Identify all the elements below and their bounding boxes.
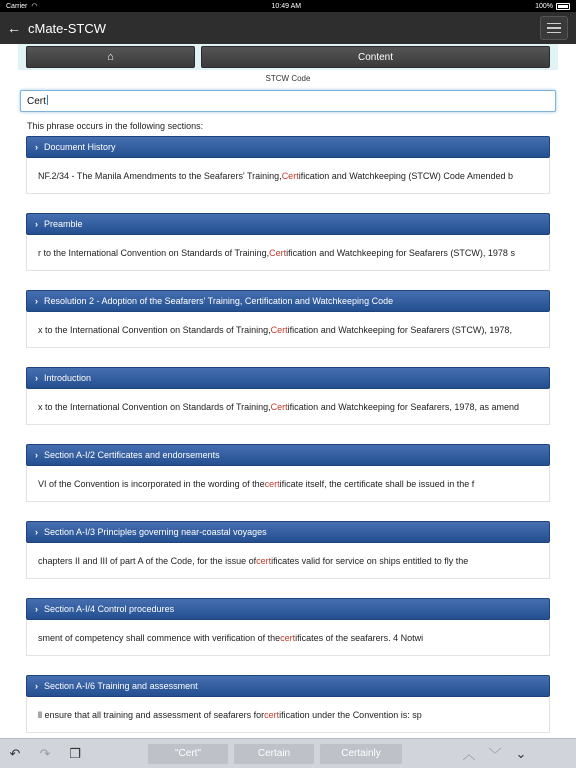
chevron-right-icon: › bbox=[35, 604, 38, 614]
result-item bbox=[26, 367, 550, 444]
content-button[interactable]: Content bbox=[201, 46, 550, 68]
result-item bbox=[26, 598, 550, 675]
document-title: STCW Code bbox=[265, 74, 311, 83]
result-header[interactable] bbox=[26, 675, 550, 697]
result-title: Introduction bbox=[44, 373, 92, 383]
snippet-highlight: Cert bbox=[270, 401, 288, 412]
menu-line bbox=[547, 32, 561, 34]
wifi-icon: ◠ bbox=[31, 3, 38, 10]
redo-icon[interactable]: ↷ bbox=[39, 745, 51, 761]
battery-icon bbox=[556, 3, 570, 10]
chevron-up-icon[interactable]: ︿ bbox=[462, 747, 476, 762]
back-arrow-icon[interactable]: ← bbox=[7, 20, 21, 36]
snippet-text: sment of competency shall commence with verification of the bbox=[38, 632, 281, 643]
result-title: Section A-I/3 Principles governing near-coastal voyages bbox=[44, 527, 267, 537]
phrase-occurs-label: This phrase occurs in the following sections: bbox=[27, 121, 204, 131]
result-title: Resolution 2 - Adoption of the Seafarers' Training, Certification and Watchkeeping Code bbox=[44, 296, 394, 306]
chevron-right-icon: › bbox=[35, 142, 38, 152]
snippet-text: x to the International Convention on Standards of Training, bbox=[38, 401, 271, 412]
snippet-text: NF.2/34 - The Manila Amendments to the Seafarers' Training, bbox=[38, 170, 282, 181]
snippet-highlight: Cert bbox=[269, 247, 287, 258]
hamburger-menu-button[interactable] bbox=[540, 16, 568, 40]
result-title: Document History bbox=[44, 142, 116, 152]
result-title: Section A-I/4 Control procedures bbox=[44, 604, 175, 614]
keyboard-dismiss-icon[interactable]: ⌄ bbox=[515, 745, 527, 761]
snippet-text: ificates valid for service on ships entitled to fly the bbox=[271, 555, 469, 566]
result-snippet[interactable] bbox=[26, 158, 550, 194]
result-title: Section A-I/2 Certificates and endorsements bbox=[44, 450, 220, 460]
result-snippet[interactable] bbox=[26, 312, 550, 348]
suggestion-quoted[interactable]: "Cert" bbox=[148, 744, 228, 764]
search-value: Cert bbox=[27, 96, 46, 107]
main-content bbox=[18, 44, 558, 736]
home-button[interactable] bbox=[26, 46, 195, 68]
suggestion-certain[interactable]: Certain bbox=[234, 744, 314, 764]
snippet-text: VI of the Convention is incorporated in the wording of the bbox=[38, 478, 265, 489]
chevron-right-icon: › bbox=[35, 373, 38, 383]
snippet-text: ification and Watchkeeping for Seafarers (STCW), 1978, bbox=[287, 324, 512, 335]
result-item bbox=[26, 521, 550, 598]
snippet-highlight: cert bbox=[280, 632, 296, 643]
paste-icon[interactable]: ❐ bbox=[69, 745, 81, 761]
battery-percent: 100% bbox=[535, 2, 553, 10]
snippet-highlight: Cert bbox=[281, 170, 299, 181]
snippet-text: x to the International Convention on Standards of Training, bbox=[38, 324, 271, 335]
result-snippet[interactable] bbox=[26, 543, 550, 579]
chevron-right-icon: › bbox=[35, 219, 38, 229]
snippet-text: ification and Watchkeeping (STCW) Code Amended b bbox=[298, 170, 513, 181]
chevron-right-icon: › bbox=[35, 527, 38, 537]
result-header[interactable] bbox=[26, 367, 550, 389]
result-title: Section A-I/6 Training and assessment bbox=[44, 681, 198, 691]
undo-icon[interactable]: ↶ bbox=[9, 745, 21, 761]
status-time: 10:49 AM bbox=[271, 2, 302, 10]
result-snippet[interactable] bbox=[26, 620, 550, 656]
chevron-right-icon: › bbox=[35, 681, 38, 691]
result-snippet[interactable] bbox=[26, 235, 550, 271]
result-item bbox=[26, 444, 550, 521]
snippet-text: ificates of the seafarers. 4 Notwi bbox=[295, 632, 424, 643]
search-input[interactable] bbox=[20, 90, 556, 112]
result-header[interactable] bbox=[26, 136, 550, 158]
menu-line bbox=[547, 23, 561, 25]
snippet-text: ification under the Convention is: sp bbox=[279, 709, 422, 720]
result-snippet[interactable] bbox=[26, 697, 550, 733]
snippet-highlight: cert bbox=[256, 555, 272, 566]
result-snippet[interactable] bbox=[26, 389, 550, 425]
chevron-right-icon: › bbox=[35, 296, 38, 306]
snippet-text: ification and Watchkeeping for Seafarers, 1978, as amend bbox=[287, 401, 519, 412]
result-header[interactable] bbox=[26, 213, 550, 235]
snippet-text: r to the International Convention on Standards of Training, bbox=[38, 247, 270, 258]
result-header[interactable] bbox=[26, 598, 550, 620]
menu-line bbox=[547, 27, 561, 29]
snippet-highlight: cert bbox=[264, 478, 280, 489]
app-title: cMate-STCW bbox=[28, 20, 106, 36]
nav-bar bbox=[0, 12, 576, 44]
status-bar bbox=[0, 0, 576, 12]
chevron-right-icon: › bbox=[35, 450, 38, 460]
snippet-text: chapters II and III of part A of the Code, for the issue of bbox=[38, 555, 257, 566]
snippet-highlight: cert bbox=[264, 709, 280, 720]
home-icon: ⌂ bbox=[107, 51, 114, 63]
keyboard-shortcut-bar bbox=[0, 738, 576, 768]
result-item bbox=[26, 213, 550, 290]
snippet-text: ification and Watchkeeping for Seafarers (STCW), 1978 s bbox=[286, 247, 515, 258]
result-snippet[interactable] bbox=[26, 466, 550, 502]
result-header[interactable] bbox=[26, 521, 550, 543]
snippet-text: ificate itself, the certificate shall be issued in the f bbox=[279, 478, 475, 489]
results-list bbox=[26, 136, 550, 752]
snippet-text: ll ensure that all training and assessment of seafarers for bbox=[38, 709, 265, 720]
result-header[interactable] bbox=[26, 290, 550, 312]
carrier-label: Carrier bbox=[6, 2, 28, 10]
result-item bbox=[26, 136, 550, 213]
result-header[interactable] bbox=[26, 444, 550, 466]
snippet-highlight: Cert bbox=[270, 324, 288, 335]
text-caret bbox=[47, 95, 48, 105]
chevron-down-icon[interactable]: ﹀ bbox=[488, 747, 502, 762]
toolbar bbox=[18, 44, 558, 70]
result-title: Preamble bbox=[44, 219, 83, 229]
suggestion-certainly[interactable]: Certainly bbox=[320, 744, 402, 764]
result-item bbox=[26, 290, 550, 367]
